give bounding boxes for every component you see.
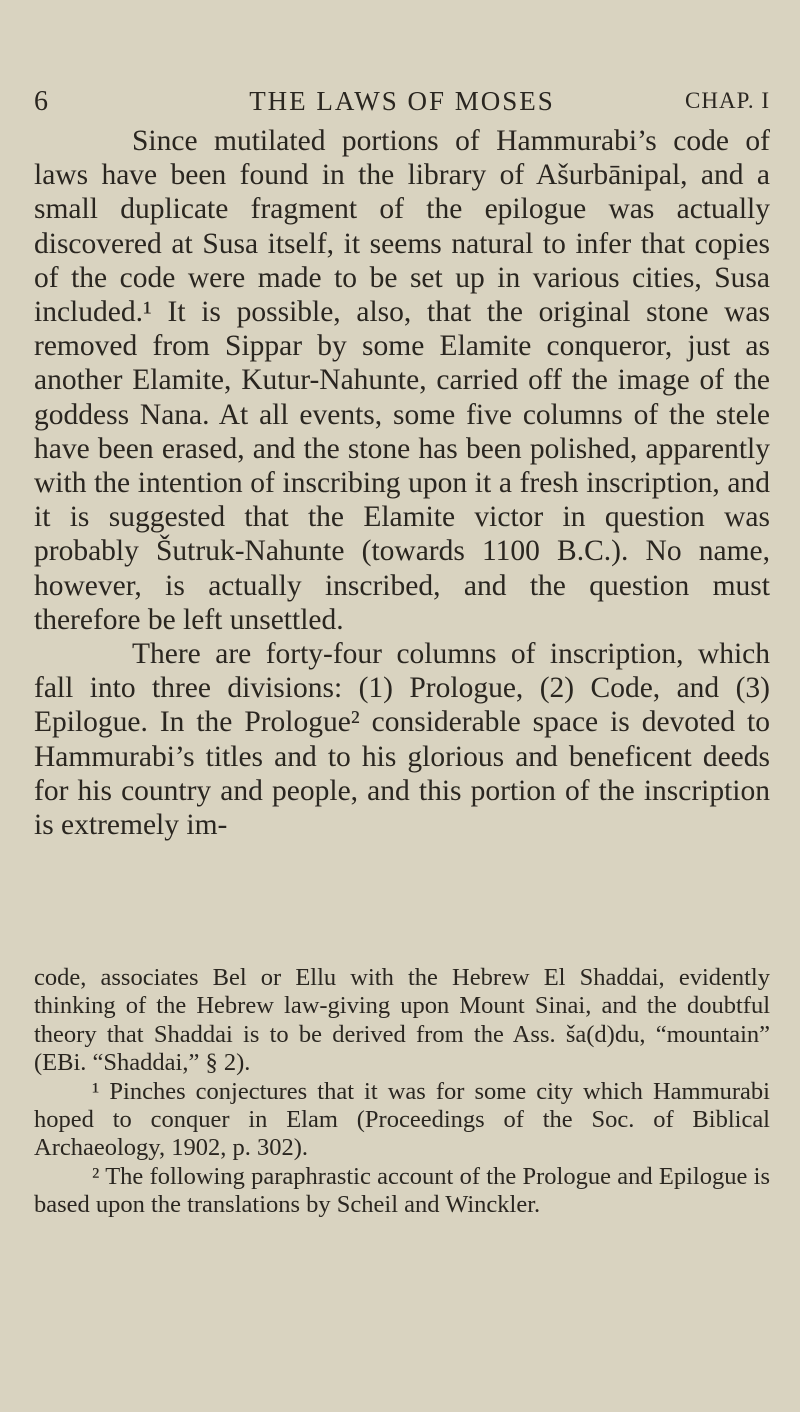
chapter-label: CHAP. I [685,88,770,113]
footnote-continuation: code, associates Bel or Ellu with the Hebrew El Shaddai, evidently thinking of the Hebrew law-giving upon Mount Sinai, and the doubtful theory that Shaddai is to be derived from the Ass. ša(d)du, “mountain” (EBi. “Shaddai,” § 2). [34,964,770,1077]
page-number: 6 [34,86,49,117]
main-text [34,124,770,842]
footnotes [34,964,770,1220]
running-header [34,86,770,126]
paragraph: There are forty-four columns of inscription, which fall into three divisions: (1) Prologue, (2) Code, and (3) Epilogue. In the Prologue² considerable space is devoted to Hammurabi’s titles and to his glorious and beneficent deeds for his country and people, and this portion of the inscription is extremely im- [34,638,770,842]
footnote-1: ¹ Pinches conjectures that it was for some city which Hammurabi hoped to conquer in Elam (Proceedings of the Soc. of Biblical Archaeology, 1902, p. 302). [34,1077,770,1162]
footnote-2: ² The following paraphrastic account of the Prologue and Epilogue is based upon the translations by Scheil and Winckler. [34,1162,770,1219]
paragraph: Since mutilated portions of Hammurabi’s code of laws have been found in the library of Ašurbānipal, and a small duplicate fragment of the epilogue was actually discovered at Susa itself, it seems natural to infer that copies of the code were made to be set up in various cities, Susa included.¹ It is possible, also, that the original stone was removed from Sippar by some Elamite conqueror, just as another Elamite, Kutur-Nahunte, carried off the image of the goddess Nana. At all events, some five columns of the stele have been erased, and the stone has been polished, apparently with the intention of inscribing upon it a fresh inscription, and it is suggested that the Elamite victor in question was probably Šutruk-Nahunte (towards 1100 B.C.). No name, however, is actually inscribed, and the question must therefore be left unsettled. [34,125,770,636]
running-title: THE LAWS OF MOSES [249,86,555,116]
